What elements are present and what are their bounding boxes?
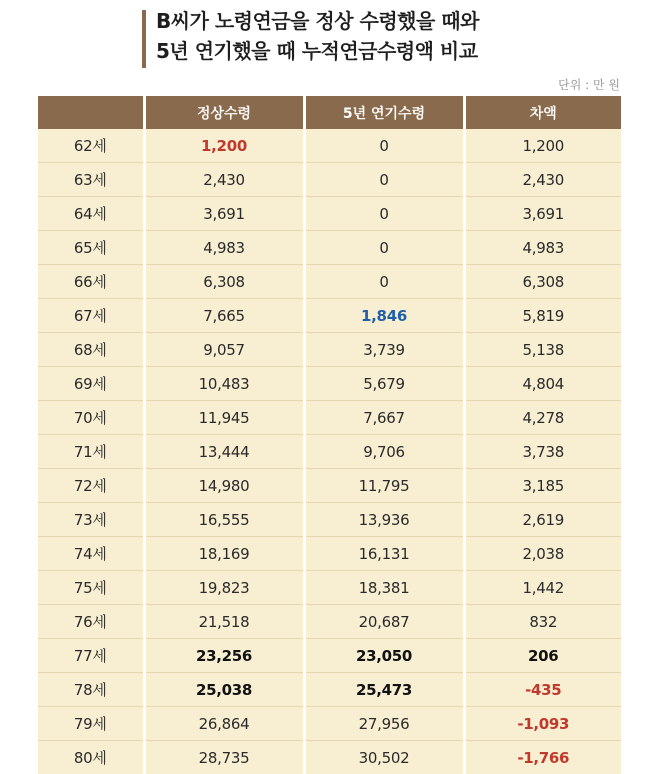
diff-cell: 4,983 bbox=[464, 231, 621, 265]
table-row bbox=[38, 605, 621, 639]
diff-cell: 206 bbox=[464, 639, 621, 673]
table-row bbox=[38, 537, 621, 571]
diff-cell: 3,691 bbox=[464, 197, 621, 231]
age-cell: 65세 bbox=[38, 231, 144, 265]
normal-cell: 13,444 bbox=[144, 435, 304, 469]
deferred-cell: 16,131 bbox=[304, 537, 464, 571]
age-cell: 67세 bbox=[38, 299, 144, 333]
table-row bbox=[38, 197, 621, 231]
header-deferred: 5년 연기수령 bbox=[304, 96, 464, 129]
age-cell: 75세 bbox=[38, 571, 144, 605]
age-cell: 64세 bbox=[38, 197, 144, 231]
normal-cell: 10,483 bbox=[144, 367, 304, 401]
normal-cell: 26,864 bbox=[144, 707, 304, 741]
normal-cell: 6,308 bbox=[144, 265, 304, 299]
normal-cell: 14,980 bbox=[144, 469, 304, 503]
age-cell: 70세 bbox=[38, 401, 144, 435]
normal-cell: 25,038 bbox=[144, 673, 304, 707]
table-row bbox=[38, 401, 621, 435]
diff-cell: -435 bbox=[464, 673, 621, 707]
title-block bbox=[0, 0, 658, 84]
age-cell: 63세 bbox=[38, 163, 144, 197]
table-row bbox=[38, 503, 621, 537]
header-diff: 차액 bbox=[464, 96, 621, 129]
deferred-cell: 27,956 bbox=[304, 707, 464, 741]
table-row bbox=[38, 129, 621, 163]
deferred-cell: 3,739 bbox=[304, 333, 464, 367]
normal-cell: 11,945 bbox=[144, 401, 304, 435]
table-row bbox=[38, 469, 621, 503]
deferred-cell: 0 bbox=[304, 231, 464, 265]
deferred-cell: 0 bbox=[304, 197, 464, 231]
title-line-1: B씨가 노령연금을 정상 수령했을 때와 bbox=[156, 7, 556, 35]
diff-cell: 2,430 bbox=[464, 163, 621, 197]
normal-cell: 9,057 bbox=[144, 333, 304, 367]
table-row bbox=[38, 741, 621, 774]
diff-cell: 2,619 bbox=[464, 503, 621, 537]
diff-cell: 4,804 bbox=[464, 367, 621, 401]
table-row bbox=[38, 367, 621, 401]
deferred-cell: 1,846 bbox=[304, 299, 464, 333]
age-cell: 78세 bbox=[38, 673, 144, 707]
deferred-cell: 20,687 bbox=[304, 605, 464, 639]
normal-cell: 4,983 bbox=[144, 231, 304, 265]
diff-cell: 5,819 bbox=[464, 299, 621, 333]
diff-cell: -1,766 bbox=[464, 741, 621, 774]
deferred-cell: 0 bbox=[304, 163, 464, 197]
header-age bbox=[38, 96, 144, 129]
normal-cell: 1,200 bbox=[144, 129, 304, 163]
diff-cell: 2,038 bbox=[464, 537, 621, 571]
diff-cell: 1,442 bbox=[464, 571, 621, 605]
deferred-cell: 9,706 bbox=[304, 435, 464, 469]
normal-cell: 19,823 bbox=[144, 571, 304, 605]
table-body bbox=[38, 129, 621, 774]
table-row bbox=[38, 265, 621, 299]
diff-cell: 4,278 bbox=[464, 401, 621, 435]
table-row bbox=[38, 435, 621, 469]
normal-cell: 18,169 bbox=[144, 537, 304, 571]
table-row bbox=[38, 707, 621, 741]
age-cell: 79세 bbox=[38, 707, 144, 741]
age-cell: 71세 bbox=[38, 435, 144, 469]
age-cell: 72세 bbox=[38, 469, 144, 503]
table-row bbox=[38, 163, 621, 197]
normal-cell: 2,430 bbox=[144, 163, 304, 197]
normal-cell: 3,691 bbox=[144, 197, 304, 231]
diff-cell: -1,093 bbox=[464, 707, 621, 741]
normal-cell: 7,665 bbox=[144, 299, 304, 333]
normal-cell: 16,555 bbox=[144, 503, 304, 537]
normal-cell: 21,518 bbox=[144, 605, 304, 639]
age-cell: 76세 bbox=[38, 605, 144, 639]
title-line-2: 5년 연기했을 때 누적연금수령액 비교 bbox=[156, 37, 556, 65]
diff-cell: 5,138 bbox=[464, 333, 621, 367]
table-row bbox=[38, 639, 621, 673]
diff-cell: 3,738 bbox=[464, 435, 621, 469]
table-row bbox=[38, 673, 621, 707]
table-row bbox=[38, 333, 621, 367]
deferred-cell: 7,667 bbox=[304, 401, 464, 435]
table-row bbox=[38, 299, 621, 333]
deferred-cell: 13,936 bbox=[304, 503, 464, 537]
title-accent-bar bbox=[142, 10, 146, 68]
header-normal: 정상수령 bbox=[144, 96, 304, 129]
age-cell: 80세 bbox=[38, 741, 144, 774]
deferred-cell: 30,502 bbox=[304, 741, 464, 774]
deferred-cell: 5,679 bbox=[304, 367, 464, 401]
comparison-table-container bbox=[38, 96, 621, 756]
age-cell: 62세 bbox=[38, 129, 144, 163]
diff-cell: 1,200 bbox=[464, 129, 621, 163]
deferred-cell: 23,050 bbox=[304, 639, 464, 673]
deferred-cell: 0 bbox=[304, 129, 464, 163]
table-row bbox=[38, 231, 621, 265]
comparison-table bbox=[38, 96, 621, 774]
deferred-cell: 0 bbox=[304, 265, 464, 299]
table-header-row bbox=[38, 96, 621, 129]
table-row bbox=[38, 571, 621, 605]
age-cell: 74세 bbox=[38, 537, 144, 571]
diff-cell: 832 bbox=[464, 605, 621, 639]
age-cell: 68세 bbox=[38, 333, 144, 367]
normal-cell: 28,735 bbox=[144, 741, 304, 774]
deferred-cell: 11,795 bbox=[304, 469, 464, 503]
normal-cell: 23,256 bbox=[144, 639, 304, 673]
deferred-cell: 18,381 bbox=[304, 571, 464, 605]
unit-label: 단위 : 만 원 bbox=[558, 76, 620, 93]
diff-cell: 6,308 bbox=[464, 265, 621, 299]
age-cell: 77세 bbox=[38, 639, 144, 673]
age-cell: 66세 bbox=[38, 265, 144, 299]
deferred-cell: 25,473 bbox=[304, 673, 464, 707]
diff-cell: 3,185 bbox=[464, 469, 621, 503]
age-cell: 73세 bbox=[38, 503, 144, 537]
age-cell: 69세 bbox=[38, 367, 144, 401]
